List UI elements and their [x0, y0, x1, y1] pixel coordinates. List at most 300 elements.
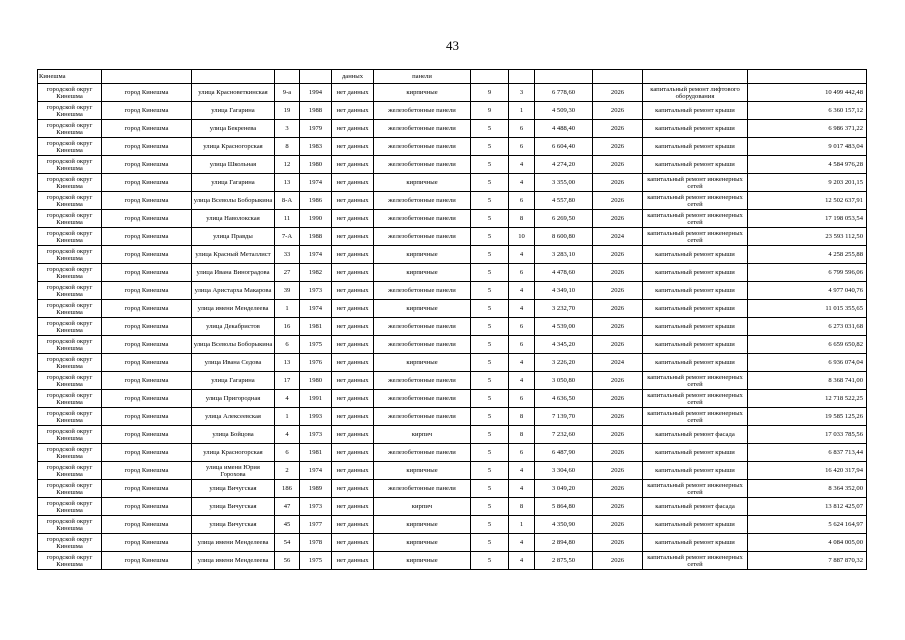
street-cell: [192, 70, 275, 84]
house-cell: 39: [275, 282, 300, 300]
year-cell: 1994: [300, 84, 332, 102]
house-cell: 4: [275, 426, 300, 444]
district-cell: городской округ Кинешма: [38, 174, 102, 192]
plan-year-cell: 2024: [593, 228, 643, 246]
wear-cell: нет данных: [332, 372, 374, 390]
area-cell: [535, 70, 593, 84]
table-row: [38, 84, 867, 102]
table-row: [38, 318, 867, 336]
cost-cell: 4 977 040,76: [748, 282, 867, 300]
work-cell: [643, 70, 748, 84]
city-cell: город Кинешма: [102, 102, 192, 120]
area-cell: 4 345,20: [535, 336, 593, 354]
wear-cell: нет данных: [332, 516, 374, 534]
street-cell: улица Всеволы Боборыкина: [192, 336, 275, 354]
city-cell: город Кинешма: [102, 426, 192, 444]
continuation-row: [38, 70, 867, 84]
table-row: [38, 372, 867, 390]
cost-cell: 6 799 596,06: [748, 264, 867, 282]
entrances-cell: 6: [509, 336, 535, 354]
city-cell: город Кинешма: [102, 228, 192, 246]
work-cell: капитальный ремонт крыши: [643, 516, 748, 534]
house-cell: 47: [275, 498, 300, 516]
area-cell: 4 274,20: [535, 156, 593, 174]
district-cell: городской округ Кинешма: [38, 282, 102, 300]
street-cell: улица Красногорская: [192, 444, 275, 462]
year-cell: 1977: [300, 516, 332, 534]
area-cell: 4 349,10: [535, 282, 593, 300]
year-cell: 1986: [300, 192, 332, 210]
entrances-cell: 6: [509, 444, 535, 462]
table-row: [38, 246, 867, 264]
house-cell: 8-А: [275, 192, 300, 210]
entrances-cell: 4: [509, 552, 535, 570]
entrances-cell: 4: [509, 354, 535, 372]
street-cell: улица Бекренева: [192, 120, 275, 138]
year-cell: 1993: [300, 408, 332, 426]
house-cell: 56: [275, 552, 300, 570]
house-cell: 16: [275, 318, 300, 336]
floors-cell: 5: [471, 210, 509, 228]
entrances-cell: 4: [509, 174, 535, 192]
entrances-cell: 4: [509, 480, 535, 498]
area-cell: 5 864,80: [535, 498, 593, 516]
work-cell: капитальный ремонт крыши: [643, 336, 748, 354]
city-cell: город Кинешма: [102, 372, 192, 390]
street-cell: улица имени Менделеева: [192, 300, 275, 318]
walls-cell: кирпичные: [374, 174, 471, 192]
table-row: [38, 156, 867, 174]
walls-cell: кирпичные: [374, 534, 471, 552]
district-cell: городской округ Кинешма: [38, 318, 102, 336]
district-cell: городской округ Кинешма: [38, 156, 102, 174]
floors-cell: 5: [471, 156, 509, 174]
entrances-cell: 6: [509, 318, 535, 336]
district-cell: городской округ Кинешма: [38, 210, 102, 228]
cost-cell: 5 624 164,97: [748, 516, 867, 534]
walls-cell: кирпичные: [374, 354, 471, 372]
work-cell: капитальный ремонт инженерных сетей: [643, 210, 748, 228]
walls-cell: кирпичные: [374, 264, 471, 282]
entrances-cell: 8: [509, 210, 535, 228]
cost-cell: 8 364 352,00: [748, 480, 867, 498]
wear-cell: нет данных: [332, 552, 374, 570]
house-cell: 186: [275, 480, 300, 498]
plan-year-cell: 2026: [593, 120, 643, 138]
floors-cell: 5: [471, 552, 509, 570]
area-cell: 3 304,60: [535, 462, 593, 480]
cost-cell: 4 584 976,28: [748, 156, 867, 174]
wear-cell: нет данных: [332, 480, 374, 498]
city-cell: город Кинешма: [102, 390, 192, 408]
walls-cell: кирпич: [374, 498, 471, 516]
entrances-cell: 4: [509, 246, 535, 264]
city-cell: город Кинешма: [102, 354, 192, 372]
wear-cell: нет данных: [332, 246, 374, 264]
wear-cell: нет данных: [332, 534, 374, 552]
table-row: [38, 282, 867, 300]
work-cell: капитальный ремонт инженерных сетей: [643, 372, 748, 390]
area-cell: 8 600,80: [535, 228, 593, 246]
street-cell: улица Пригородная: [192, 390, 275, 408]
table-row: [38, 102, 867, 120]
walls-cell: железобетонные панели: [374, 480, 471, 498]
entrances-cell: 4: [509, 156, 535, 174]
house-cell: 3: [275, 120, 300, 138]
city-cell: город Кинешма: [102, 480, 192, 498]
city-cell: город Кинешма: [102, 246, 192, 264]
wear-cell: данных: [332, 70, 374, 84]
house-cell: 27: [275, 264, 300, 282]
plan-year-cell: 2026: [593, 246, 643, 264]
city-cell: город Кинешма: [102, 336, 192, 354]
street-cell: улица Ивана Виноградова: [192, 264, 275, 282]
city-cell: город Кинешма: [102, 174, 192, 192]
walls-cell: железобетонные панели: [374, 282, 471, 300]
floors-cell: 9: [471, 84, 509, 102]
plan-year-cell: 2026: [593, 102, 643, 120]
work-cell: капитальный ремонт инженерных сетей: [643, 228, 748, 246]
cost-cell: 17 033 785,56: [748, 426, 867, 444]
plan-year-cell: 2026: [593, 516, 643, 534]
plan-year-cell: 2026: [593, 318, 643, 336]
table-body: [38, 70, 867, 570]
entrances-cell: 10: [509, 228, 535, 246]
district-cell: городской округ Кинешма: [38, 444, 102, 462]
street-cell: улица Вичугская: [192, 480, 275, 498]
district-cell: городской округ Кинешма: [38, 426, 102, 444]
area-cell: 2 894,80: [535, 534, 593, 552]
entrances-cell: 4: [509, 462, 535, 480]
city-cell: город Кинешма: [102, 84, 192, 102]
work-cell: капитальный ремонт крыши: [643, 354, 748, 372]
table-row: [38, 552, 867, 570]
area-cell: 3 050,80: [535, 372, 593, 390]
work-cell: капитальный ремонт крыши: [643, 156, 748, 174]
cost-cell: 6 837 713,44: [748, 444, 867, 462]
area-cell: 2 875,50: [535, 552, 593, 570]
wear-cell: нет данных: [332, 264, 374, 282]
area-cell: 4 350,90: [535, 516, 593, 534]
table-row: [38, 390, 867, 408]
house-cell: 13: [275, 354, 300, 372]
plan-year-cell: 2026: [593, 156, 643, 174]
year-cell: 1990: [300, 210, 332, 228]
city-cell: город Кинешма: [102, 264, 192, 282]
floors-cell: 5: [471, 372, 509, 390]
walls-cell: железобетонные панели: [374, 228, 471, 246]
entrances-cell: 6: [509, 192, 535, 210]
district-cell: городской округ Кинешма: [38, 354, 102, 372]
plan-year-cell: 2026: [593, 282, 643, 300]
house-cell: 17: [275, 372, 300, 390]
wear-cell: нет данных: [332, 408, 374, 426]
year-cell: 1974: [300, 462, 332, 480]
walls-cell: железобетонные панели: [374, 390, 471, 408]
work-cell: капитальный ремонт инженерных сетей: [643, 480, 748, 498]
wear-cell: нет данных: [332, 444, 374, 462]
city-cell: город Кинешма: [102, 534, 192, 552]
floors-cell: 5: [471, 516, 509, 534]
entrances-cell: 4: [509, 300, 535, 318]
entrances-cell: 8: [509, 498, 535, 516]
cost-cell: 11 015 355,65: [748, 300, 867, 318]
wear-cell: нет данных: [332, 426, 374, 444]
walls-cell: кирпичные: [374, 462, 471, 480]
plan-year-cell: 2026: [593, 300, 643, 318]
wear-cell: нет данных: [332, 228, 374, 246]
work-cell: капитальный ремонт крыши: [643, 282, 748, 300]
entrances-cell: 8: [509, 408, 535, 426]
work-cell: капитальный ремонт крыши: [643, 300, 748, 318]
street-cell: улица Вичугская: [192, 516, 275, 534]
entrances-cell: 4: [509, 534, 535, 552]
district-cell: городской округ Кинешма: [38, 300, 102, 318]
plan-year-cell: 2026: [593, 174, 643, 192]
street-cell: улица Ивана Седова: [192, 354, 275, 372]
wear-cell: нет данных: [332, 462, 374, 480]
wear-cell: нет данных: [332, 336, 374, 354]
cost-cell: 4 258 255,88: [748, 246, 867, 264]
street-cell: улица имени Менделеева: [192, 552, 275, 570]
plan-year-cell: 2026: [593, 336, 643, 354]
year-cell: 1975: [300, 552, 332, 570]
year-cell: 1978: [300, 534, 332, 552]
city-cell: город Кинешма: [102, 516, 192, 534]
district-cell: городской округ Кинешма: [38, 336, 102, 354]
cost-cell: 6 986 371,22: [748, 120, 867, 138]
cost-cell: 6 273 031,68: [748, 318, 867, 336]
area-cell: 3 226,20: [535, 354, 593, 372]
table-row: [38, 426, 867, 444]
year-cell: 1974: [300, 300, 332, 318]
floors-cell: 5: [471, 138, 509, 156]
plan-year-cell: 2026: [593, 210, 643, 228]
table-row: [38, 462, 867, 480]
plan-year-cell: 2026: [593, 534, 643, 552]
district-cell: городской округ Кинешма: [38, 552, 102, 570]
walls-cell: кирпичные: [374, 246, 471, 264]
year-cell: 1982: [300, 264, 332, 282]
house-cell: [275, 70, 300, 84]
wear-cell: нет данных: [332, 498, 374, 516]
floors-cell: 5: [471, 282, 509, 300]
table-row: [38, 174, 867, 192]
wear-cell: нет данных: [332, 318, 374, 336]
house-cell: 13: [275, 174, 300, 192]
walls-cell: панели: [374, 70, 471, 84]
page-number: 43: [446, 38, 459, 53]
table-row: [38, 228, 867, 246]
district-cell: городской округ Кинешма: [38, 534, 102, 552]
year-cell: 1975: [300, 336, 332, 354]
work-cell: капитальный ремонт инженерных сетей: [643, 192, 748, 210]
city-cell: город Кинешма: [102, 192, 192, 210]
entrances-cell: 4: [509, 282, 535, 300]
house-cell: 54: [275, 534, 300, 552]
cost-cell: 12 718 522,25: [748, 390, 867, 408]
walls-cell: кирпичные: [374, 300, 471, 318]
city-cell: город Кинешма: [102, 444, 192, 462]
street-cell: улица Декабристов: [192, 318, 275, 336]
work-cell: капитальный ремонт фасада: [643, 426, 748, 444]
floors-cell: 5: [471, 534, 509, 552]
plan-year-cell: 2026: [593, 462, 643, 480]
year-cell: 1980: [300, 156, 332, 174]
work-cell: капитальный ремонт крыши: [643, 444, 748, 462]
city-cell: город Кинешма: [102, 138, 192, 156]
walls-cell: железобетонные панели: [374, 210, 471, 228]
table-row: [38, 444, 867, 462]
area-cell: 6 604,40: [535, 138, 593, 156]
work-cell: капитальный ремонт крыши: [643, 462, 748, 480]
walls-cell: железобетонные панели: [374, 102, 471, 120]
floors-cell: 5: [471, 408, 509, 426]
year-cell: 1980: [300, 372, 332, 390]
floors-cell: 5: [471, 264, 509, 282]
wear-cell: нет данных: [332, 354, 374, 372]
walls-cell: кирпичные: [374, 516, 471, 534]
work-cell: капитальный ремонт инженерных сетей: [643, 390, 748, 408]
work-cell: капитальный ремонт крыши: [643, 102, 748, 120]
entrances-cell: 4: [509, 372, 535, 390]
year-cell: 1983: [300, 138, 332, 156]
street-cell: улица имени Менделеева: [192, 534, 275, 552]
walls-cell: кирпичные: [374, 84, 471, 102]
area-cell: 7 139,70: [535, 408, 593, 426]
district-cell: городской округ Кинешма: [38, 408, 102, 426]
entrances-cell: 1: [509, 516, 535, 534]
plan-year-cell: 2026: [593, 192, 643, 210]
year-cell: 1973: [300, 426, 332, 444]
house-cell: 1: [275, 408, 300, 426]
plan-year-cell: 2026: [593, 444, 643, 462]
street-cell: улица Правды: [192, 228, 275, 246]
street-cell: улица Красногорская: [192, 138, 275, 156]
entrances-cell: 6: [509, 264, 535, 282]
cost-cell: 13 812 425,07: [748, 498, 867, 516]
table-row: [38, 210, 867, 228]
table-row: [38, 300, 867, 318]
house-cell: 33: [275, 246, 300, 264]
wear-cell: нет данных: [332, 192, 374, 210]
year-cell: 1988: [300, 228, 332, 246]
city-cell: [102, 70, 192, 84]
street-cell: улица Аристарха Макарова: [192, 282, 275, 300]
city-cell: город Кинешма: [102, 462, 192, 480]
plan-year-cell: 2024: [593, 354, 643, 372]
street-cell: улица Вичугская: [192, 498, 275, 516]
area-cell: 3 283,10: [535, 246, 593, 264]
year-cell: 1981: [300, 318, 332, 336]
plan-year-cell: 2026: [593, 426, 643, 444]
wear-cell: нет данных: [332, 156, 374, 174]
table-row: [38, 336, 867, 354]
area-cell: 4 636,50: [535, 390, 593, 408]
table-row: [38, 138, 867, 156]
area-cell: 4 539,00: [535, 318, 593, 336]
city-cell: город Кинешма: [102, 408, 192, 426]
year-cell: 1981: [300, 444, 332, 462]
district-cell: городской округ Кинешма: [38, 228, 102, 246]
year-cell: 1988: [300, 102, 332, 120]
year-cell: 1974: [300, 174, 332, 192]
district-cell: городской округ Кинешма: [38, 102, 102, 120]
year-cell: 1989: [300, 480, 332, 498]
city-cell: город Кинешма: [102, 120, 192, 138]
floors-cell: 5: [471, 120, 509, 138]
street-cell: улица Бойцова: [192, 426, 275, 444]
floors-cell: 5: [471, 354, 509, 372]
street-cell: улица Гагарина: [192, 102, 275, 120]
work-cell: капитальный ремонт инженерных сетей: [643, 408, 748, 426]
area-cell: 4 557,80: [535, 192, 593, 210]
plan-year-cell: 2026: [593, 264, 643, 282]
floors-cell: 5: [471, 462, 509, 480]
wear-cell: нет данных: [332, 102, 374, 120]
district-cell: городской округ Кинешма: [38, 480, 102, 498]
walls-cell: железобетонные панели: [374, 408, 471, 426]
work-cell: капитальный ремонт лифтового оборудования: [643, 84, 748, 102]
cost-cell: 10 499 442,48: [748, 84, 867, 102]
walls-cell: железобетонные панели: [374, 138, 471, 156]
floors-cell: 5: [471, 300, 509, 318]
cost-cell: 16 420 317,94: [748, 462, 867, 480]
floors-cell: 5: [471, 498, 509, 516]
street-cell: улица Школьная: [192, 156, 275, 174]
entrances-cell: 6: [509, 120, 535, 138]
work-cell: капитальный ремонт крыши: [643, 246, 748, 264]
table-row: [38, 408, 867, 426]
year-cell: 1979: [300, 120, 332, 138]
district-cell: городской округ Кинешма: [38, 84, 102, 102]
work-cell: капитальный ремонт инженерных сетей: [643, 552, 748, 570]
entrances-cell: 8: [509, 426, 535, 444]
table-row: [38, 534, 867, 552]
wear-cell: нет данных: [332, 174, 374, 192]
house-cell: 6: [275, 444, 300, 462]
floors-cell: 5: [471, 228, 509, 246]
house-cell: 7-А: [275, 228, 300, 246]
street-cell: улица Алексеевская: [192, 408, 275, 426]
cost-cell: 7 887 870,32: [748, 552, 867, 570]
work-cell: капитальный ремонт крыши: [643, 138, 748, 156]
plan-year-cell: 2026: [593, 84, 643, 102]
floors-cell: 5: [471, 444, 509, 462]
cost-cell: 6 659 650,82: [748, 336, 867, 354]
wear-cell: нет данных: [332, 138, 374, 156]
district-cell: городской округ Кинешма: [38, 192, 102, 210]
district-cell: городской округ Кинешма: [38, 120, 102, 138]
wear-cell: нет данных: [332, 390, 374, 408]
district-cell: городской округ Кинешма: [38, 462, 102, 480]
district-cell: городской округ Кинешма: [38, 246, 102, 264]
area-cell: 6 487,90: [535, 444, 593, 462]
district-cell: городской округ Кинешма: [38, 372, 102, 390]
street-cell: улица Всеволы Боборыкина: [192, 192, 275, 210]
walls-cell: кирпич: [374, 426, 471, 444]
table-row: [38, 480, 867, 498]
city-cell: город Кинешма: [102, 300, 192, 318]
plan-year-cell: 2026: [593, 138, 643, 156]
area-cell: 4 488,40: [535, 120, 593, 138]
year-cell: [300, 70, 332, 84]
street-cell: улица Гагарина: [192, 174, 275, 192]
plan-year-cell: 2026: [593, 408, 643, 426]
table-row: [38, 354, 867, 372]
area-cell: 6 778,60: [535, 84, 593, 102]
entrances-cell: [509, 70, 535, 84]
